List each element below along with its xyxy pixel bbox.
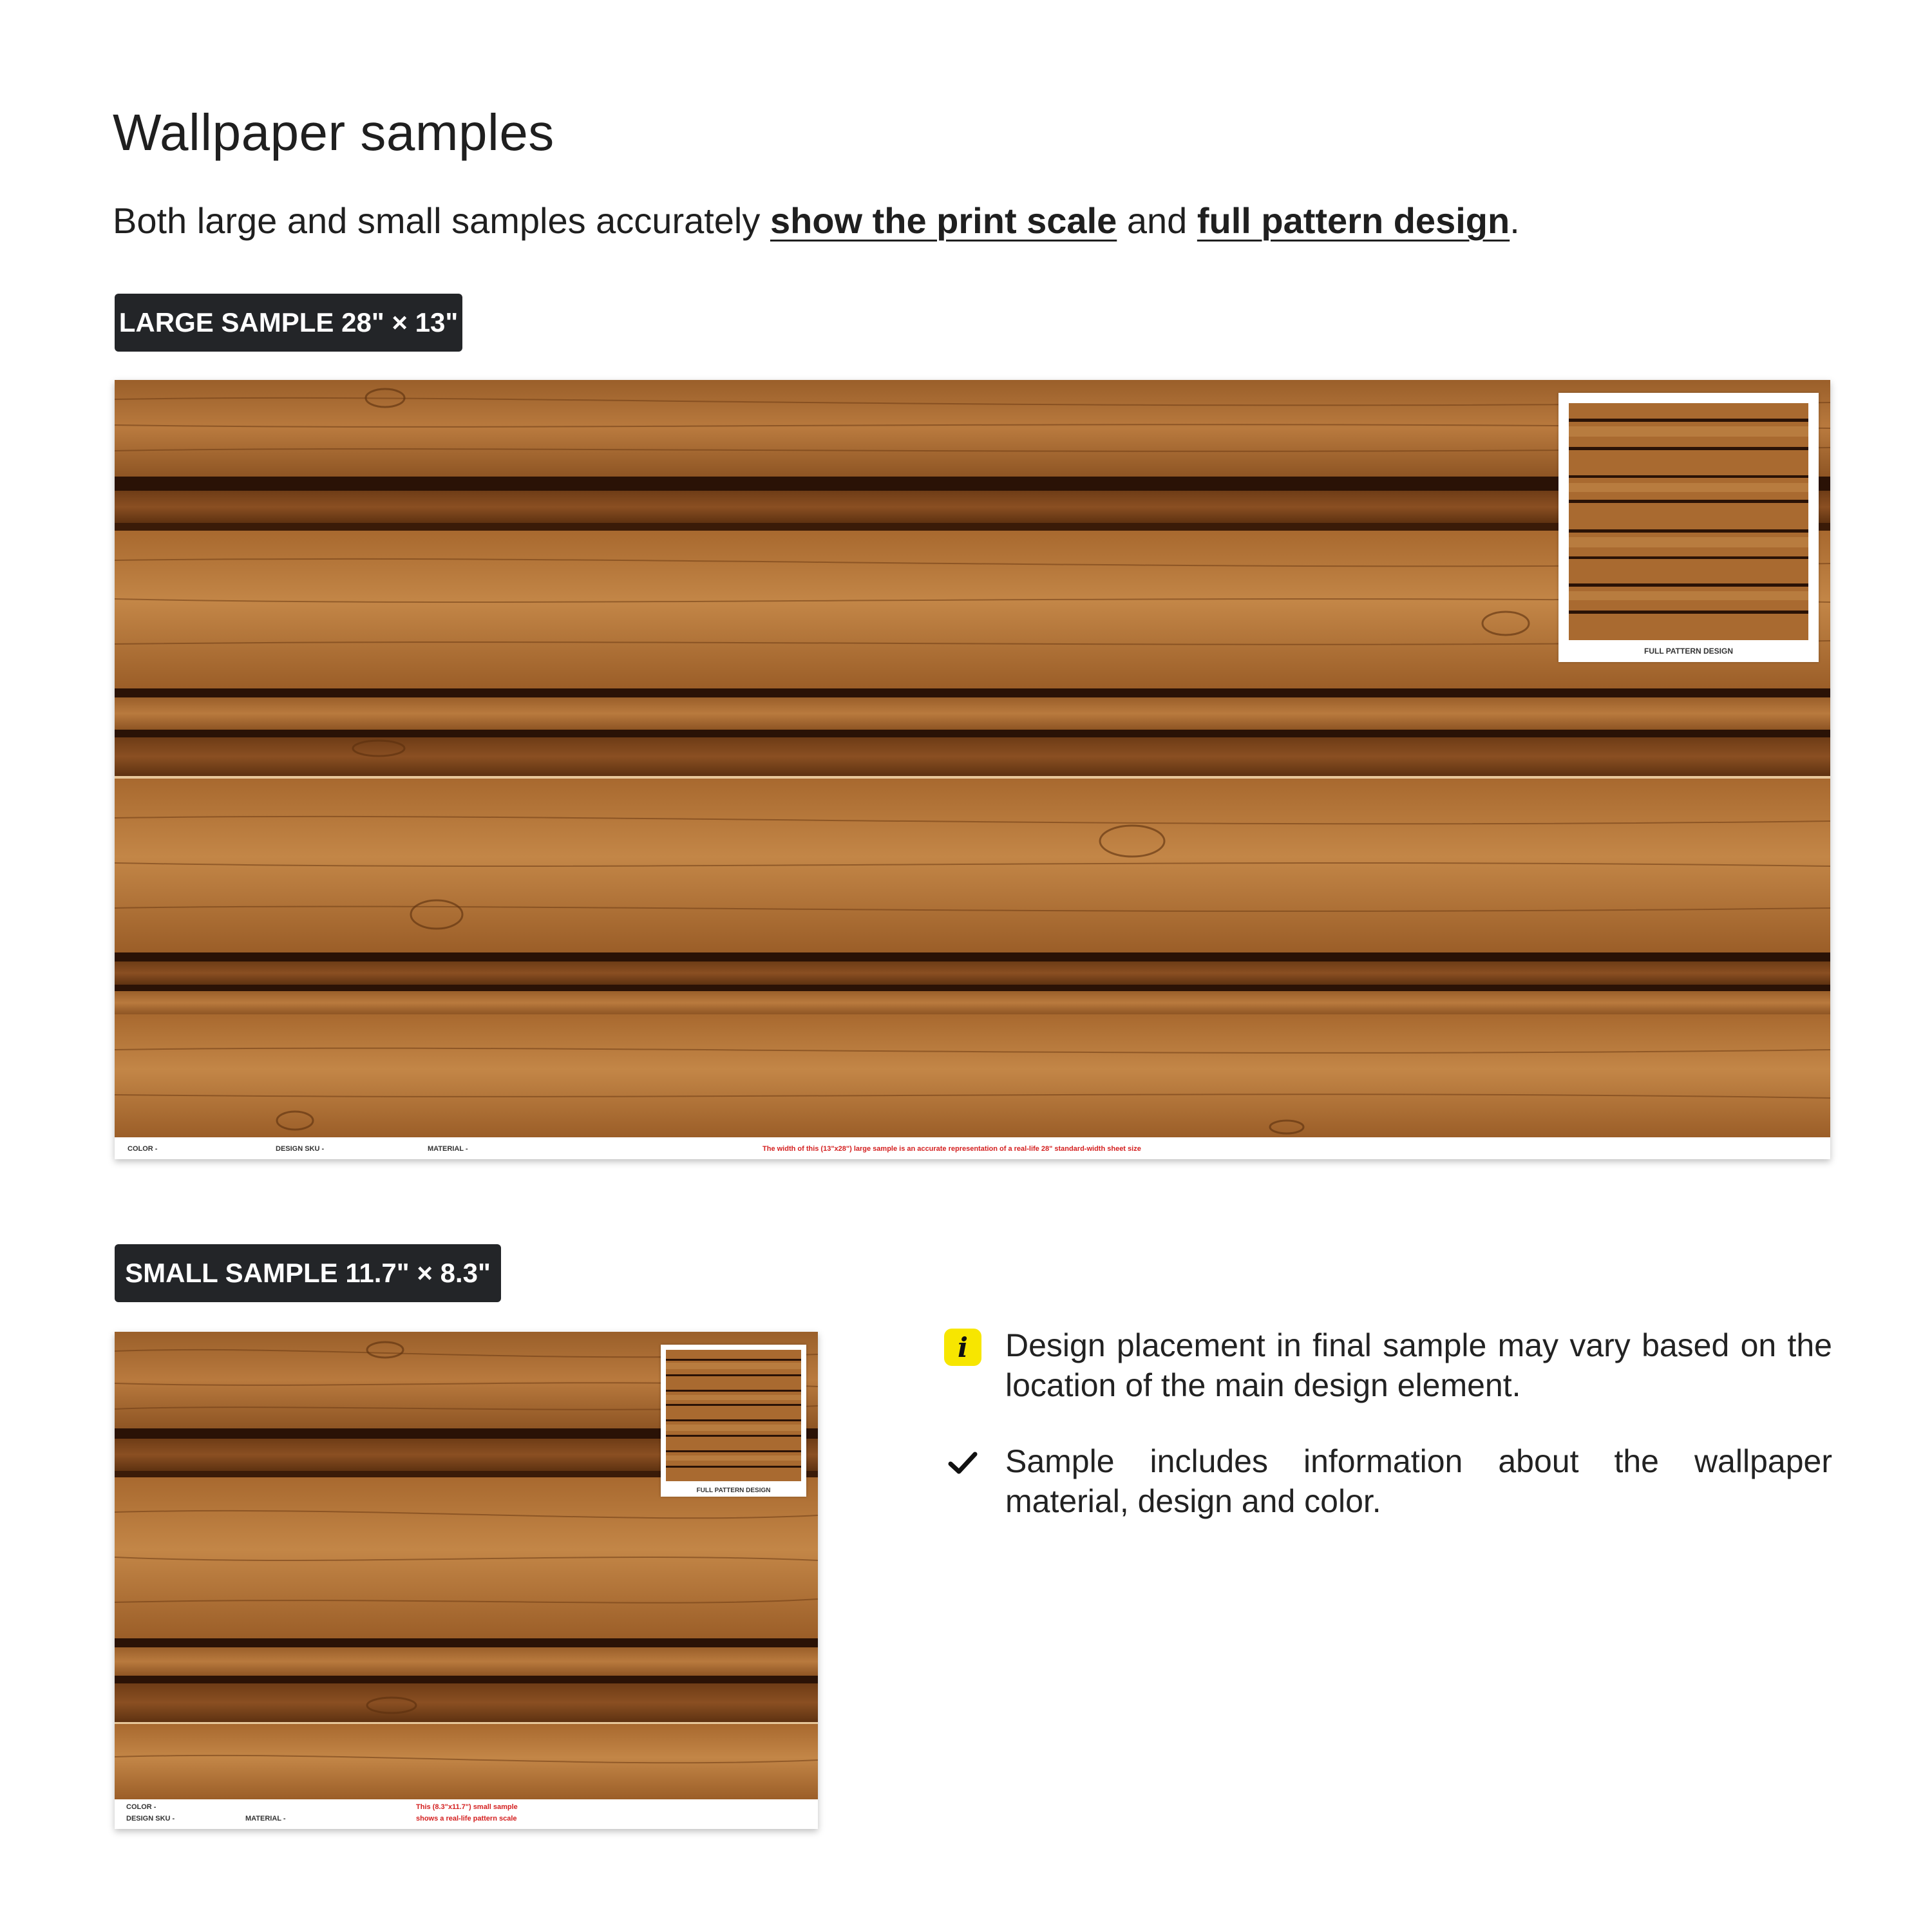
large-sample-badge: LARGE SAMPLE 28" × 13" — [115, 294, 462, 352]
subtitle-text-middle: and — [1117, 200, 1197, 241]
large-sample-scale-note: The width of this (13"x28") large sample is an accurate representation of a real-life 28" standard-width sheet size — [762, 1145, 1141, 1153]
large-pattern-thumbnail — [1569, 403, 1808, 640]
print-scale-link[interactable]: show the print scale — [770, 200, 1117, 241]
info-contents-text: Sample includes information about the wallpaper material, design and color. — [1005, 1443, 1832, 1519]
small-sample-note-line2: shows a real-life pattern scale — [416, 1815, 517, 1823]
small-sample-badge: SMALL SAMPLE 11.7" × 8.3" — [115, 1244, 501, 1302]
large-sample-label-strip — [115, 1137, 1830, 1159]
small-sample-label-strip — [115, 1799, 818, 1829]
subtitle-text-end: . — [1510, 200, 1520, 241]
large-sample-card — [115, 380, 1830, 1159]
subtitle-text-start: Both large and small samples accurately — [113, 200, 770, 241]
page-subtitle — [113, 200, 1520, 242]
small-sample-note-line1: This (8.3"x11.7") small sample — [416, 1803, 518, 1811]
full-pattern-link[interactable]: full pattern design — [1197, 200, 1510, 241]
small-pattern-thumbnail — [666, 1350, 801, 1481]
info-icon: i — [943, 1328, 982, 1367]
page-title: Wallpaper samples — [113, 104, 554, 161]
small-sample-pattern-preview — [661, 1345, 806, 1497]
large-sample-pattern-preview — [1558, 393, 1819, 662]
checkmark-icon — [943, 1444, 982, 1482]
small-pattern-caption: FULL PATTERN DESIGN — [696, 1487, 771, 1494]
color-label: COLOR - — [126, 1803, 156, 1811]
color-label: COLOR - — [128, 1145, 158, 1153]
design-sku-label: DESIGN SKU - — [276, 1145, 325, 1153]
info-placement-text: Design placement in final sample may vary based on the location of the main design element. — [1005, 1327, 1832, 1403]
material-label: MATERIAL - — [245, 1815, 286, 1823]
material-label: MATERIAL - — [428, 1145, 468, 1153]
design-sku-label: DESIGN SKU - — [126, 1815, 175, 1823]
small-sample-card — [115, 1332, 818, 1829]
large-pattern-caption: FULL PATTERN DESIGN — [1644, 647, 1733, 656]
